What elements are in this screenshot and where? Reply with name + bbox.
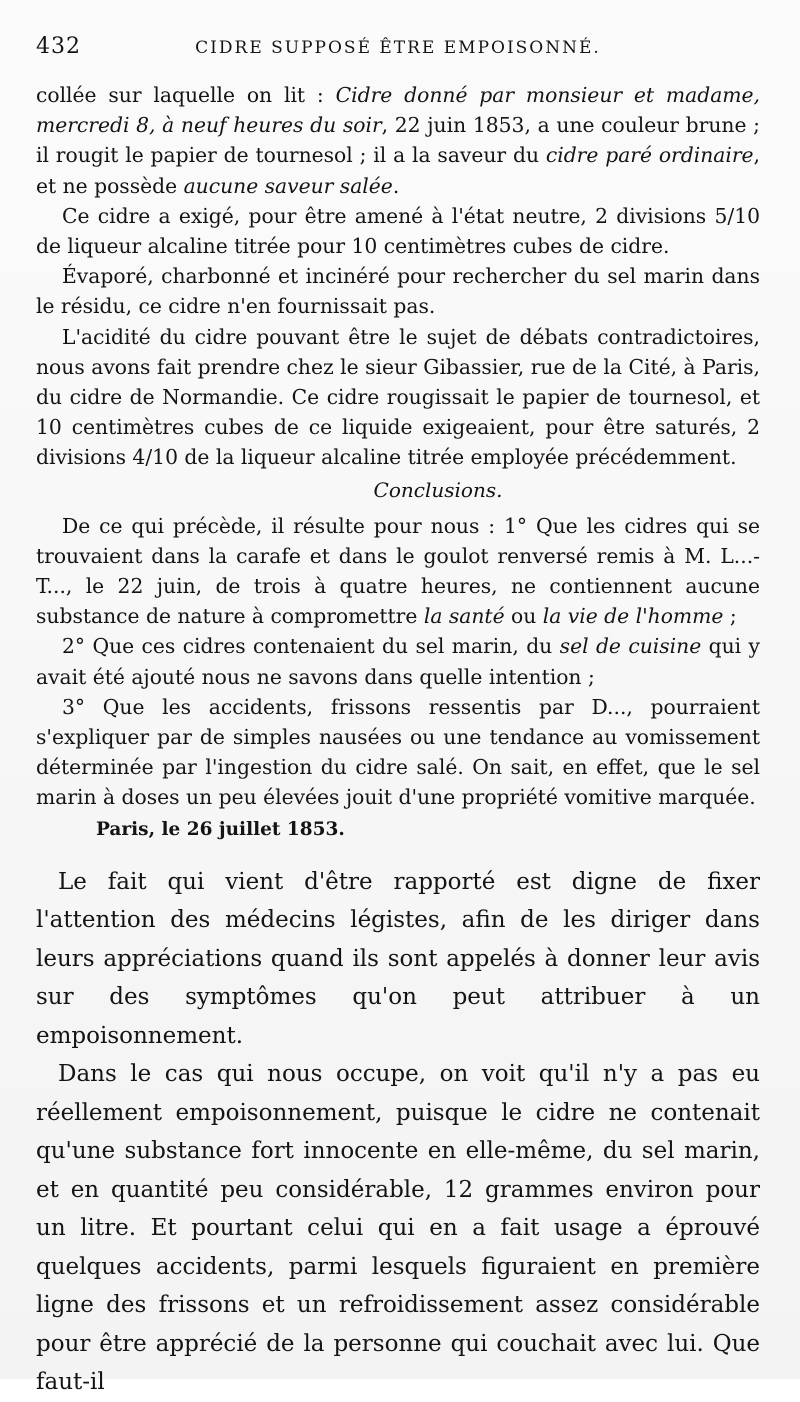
text-span: , et ne possède — [36, 143, 760, 198]
paragraph-label-description — [36, 80, 760, 201]
text-span: . — [392, 173, 400, 198]
italic-span: cidre paré ordinaire — [545, 143, 754, 168]
conclusion-1 — [36, 511, 760, 632]
text-span: , 22 juin 1853, a une couleur brune ; il rougit le papier de tournesol ; il a la saveur du — [36, 113, 760, 168]
text-span: 2° Que ces cidres contenaient du sel marin, du — [62, 634, 560, 659]
paragraph-incineration: Évaporé, charbonné et incinéré pour rechercher du sel marin dans le résidu, ce cidre n'en fournissait pas. — [36, 264, 760, 319]
italic-span: aucune saveur salée — [183, 173, 393, 198]
paragraph-neutralization: Ce cidre a exigé, pour être amené à l'état neutre, 2 divisions 5/10 de liqueur alcaline titrée pour 10 centimètres cubes de cidre. — [36, 203, 760, 259]
text-span: ; — [723, 604, 737, 629]
commentary-section — [36, 863, 760, 1402]
text-span: collée sur laquelle on lit : — [36, 83, 336, 107]
page-header — [36, 34, 760, 80]
paragraph-acidity: L'acidité du cidre pouvant être le sujet de débats contradictoires, nous avons fait prendre chez le sieur Gibassier, rue de la Cité, à Paris, du cidre de Normandie. Ce cidre rougissait le papier de tournesol, et 10 centimètres cubes de ce liquide exigeaient, pour être saturés, 2 divisions 4/10 de la liqueur alcaline titrée employée précédemment. — [36, 324, 760, 470]
conclusions-heading: Conclusions. — [373, 477, 503, 502]
italic-span: la santé — [423, 604, 505, 629]
paragraph-commentary-2: Dans le cas qui nous occupe, on voit qu'il n'y a pas eu réellement empoisonnement, puisque le cidre ne contenait qu'une substance fort innocente en elle-même, du sel marin, et en quantité peu considérable, 12 grammes environ pour un litre. Et pourtant celui qui en a fait usage a éprouvé quelques accidents, parmi lesquels figuraient en première ligne des frissons et un refroidissement assez considérable pour être apprécié de la personne qui couchait avec lui. Que faut-il — [36, 1061, 760, 1396]
text-span: qui y avait été ajouté nous ne savons dans quelle intention ; — [36, 634, 760, 689]
text-span: De ce qui précède, il résulte pour nous : 1° Que les cidres qui se trouvaient dans la carafe et dans le goulot renversé remis à M. L...-T..., le 22 juin, de trois à quatre heures, ne contiennent aucune substance de nature à compromettre — [36, 513, 760, 629]
running-title: CIDRE SUPPOSÉ ÊTRE EMPOISONNÉ. — [195, 38, 601, 58]
italic-span: Cidre donné par monsieur et madame, mercredi 8, à neuf heures du soir — [36, 83, 760, 138]
italic-span: sel de cuisine — [559, 634, 702, 659]
italic-span: la vie de l'homme — [542, 604, 724, 629]
report-section — [36, 80, 760, 845]
conclusion-3: 3° Que les accidents, frissons ressentis par D..., pourraient s'expliquer par de simples nausées ou une tendance au vomissement déterminée par l'ingestion du cidre salé. On sait, en effet, que le sel marin à doses un peu élevées jouit d'une propriété vomitive marquée. — [36, 694, 760, 810]
page-number: 432 — [36, 34, 81, 59]
signature-date: Paris, le 26 juillet 1853. — [96, 818, 345, 840]
text-span: ou — [504, 604, 543, 629]
paragraph-commentary-1: Le fait qui vient d'être rapporté est digne de fixer l'attention des médecins légistes, afin de les diriger dans leurs appréciations quand ils sont appelés à donner leur avis sur des symptômes qu'on peut attribuer à un empoisonnement. — [36, 868, 760, 1049]
conclusion-2 — [36, 631, 760, 691]
